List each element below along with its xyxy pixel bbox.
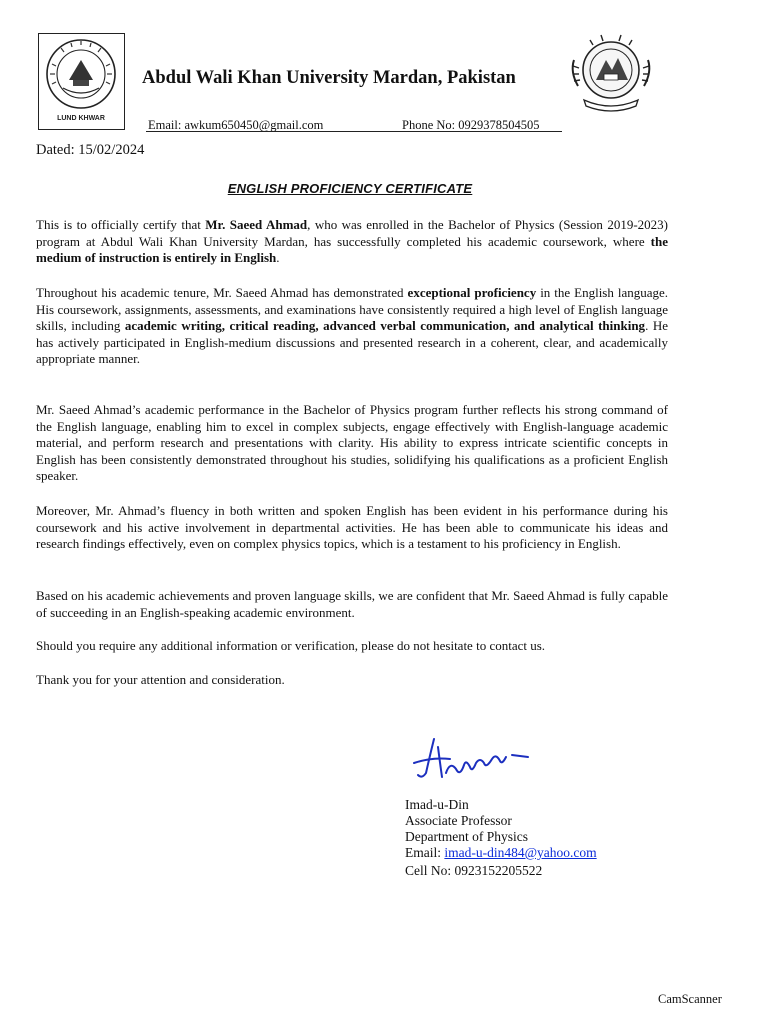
medium-statement: the medium of instruction is entirely in English: [36, 233, 668, 266]
signatory-cell: [405, 863, 542, 879]
signatory-name: Imad-u-Din: [405, 797, 469, 812]
contact-underline: [146, 131, 562, 132]
certificate-title: ENGLISH PROFICIENCY CERTIFICATE: [227, 181, 473, 196]
signatory-email-label: Email:: [405, 845, 441, 860]
phone-label: Phone No:: [402, 118, 456, 132]
signatory-email-link[interactable]: imad-u-din484@yahoo.com: [444, 845, 597, 860]
date-label: Dated:: [36, 142, 75, 158]
seal-bottom-text: LUND KHWAR: [57, 115, 105, 122]
signatory-department: Department of Physics: [405, 829, 528, 844]
university-name: Abdul Wali Khan University Mardan, Pakistan: [142, 68, 516, 88]
email-label: Email:: [148, 118, 182, 132]
paragraph-7: Thank you for your attention and consideration.: [36, 672, 285, 687]
email-value: awkum650450@gmail.com: [184, 118, 324, 132]
phone-value: 0929378504505: [458, 118, 540, 132]
paragraph-2: Throughout his academic tenure, Mr. Saeed Ahmad has demonstrated exceptional proficiency in the English language. His coursework, assignments, assessments, and examinations have consistently required a high level of English language skills, including academic writing, critical reading, advanced verbal communication, and analytical thinking. He has actively participated in English-medium discussions and presented research in a coherent, clear, and academically appropriate manner.: [36, 285, 669, 367]
college-seal-logo: [38, 33, 125, 130]
date-value: 15/02/2024: [78, 142, 145, 158]
proficiency-highlight: exceptional proficiency: [407, 285, 537, 300]
skills-highlight: academic writing, critical reading, advanced verbal communication, and analytical thinking: [124, 318, 646, 334]
university-crest-logo: [566, 30, 656, 114]
paragraph-3: Mr. Saeed Ahmad’s academic performance in the Bachelor of Physics program further reflects his strong command of the English language, enabling him to excel in complex subjects, engage effectively with English-language academic material, and perform research and presentations with clarity. His ability to express intricate scientific concepts in English has been consistently demonstrated throughout his studies, solidifying his qualifications as a proficient English speaker.: [36, 402, 668, 484]
date-line: [36, 142, 144, 159]
handwritten-signature: [412, 733, 540, 783]
university-crest-icon: [566, 30, 656, 114]
paragraph-6: Should you require any additional information or verification, please do not hesitate to contact us.: [36, 638, 546, 653]
signatory-email: [405, 845, 597, 861]
cell-value: 0923152205522: [454, 863, 543, 878]
paragraph-5: Based on his academic achievements and proven language skills, we are confident that Mr. Saeed Ahmad is fully capable of succeeding in an English-speaking academic environment.: [36, 588, 668, 620]
college-seal-icon: [39, 34, 123, 128]
cell-label: Cell No:: [405, 863, 452, 878]
paragraph-4: Moreover, Mr. Ahmad’s fluency in both written and spoken English has been evident in his performance during his coursework and his active involvement in departmental activities. He has been able to communicate his ideas and research findings effectively, even on complex physics topics, which is a testament to his proficiency in English.: [36, 503, 668, 552]
camscanner-watermark: CamScanner: [658, 992, 722, 1006]
signatory-designation: Associate Professor: [405, 813, 512, 828]
student-name: Mr. Saeed Ahmad: [205, 217, 308, 232]
paragraph-1: This is to officially certify that Mr. Saeed Ahmad, who was enrolled in the Bachelor of Physics (Session 2019-2023) program at Abdul Wali Khan University Mardan, has successfully completed his academic coursework, where the medium of instruction is entirely in English.: [36, 217, 668, 266]
